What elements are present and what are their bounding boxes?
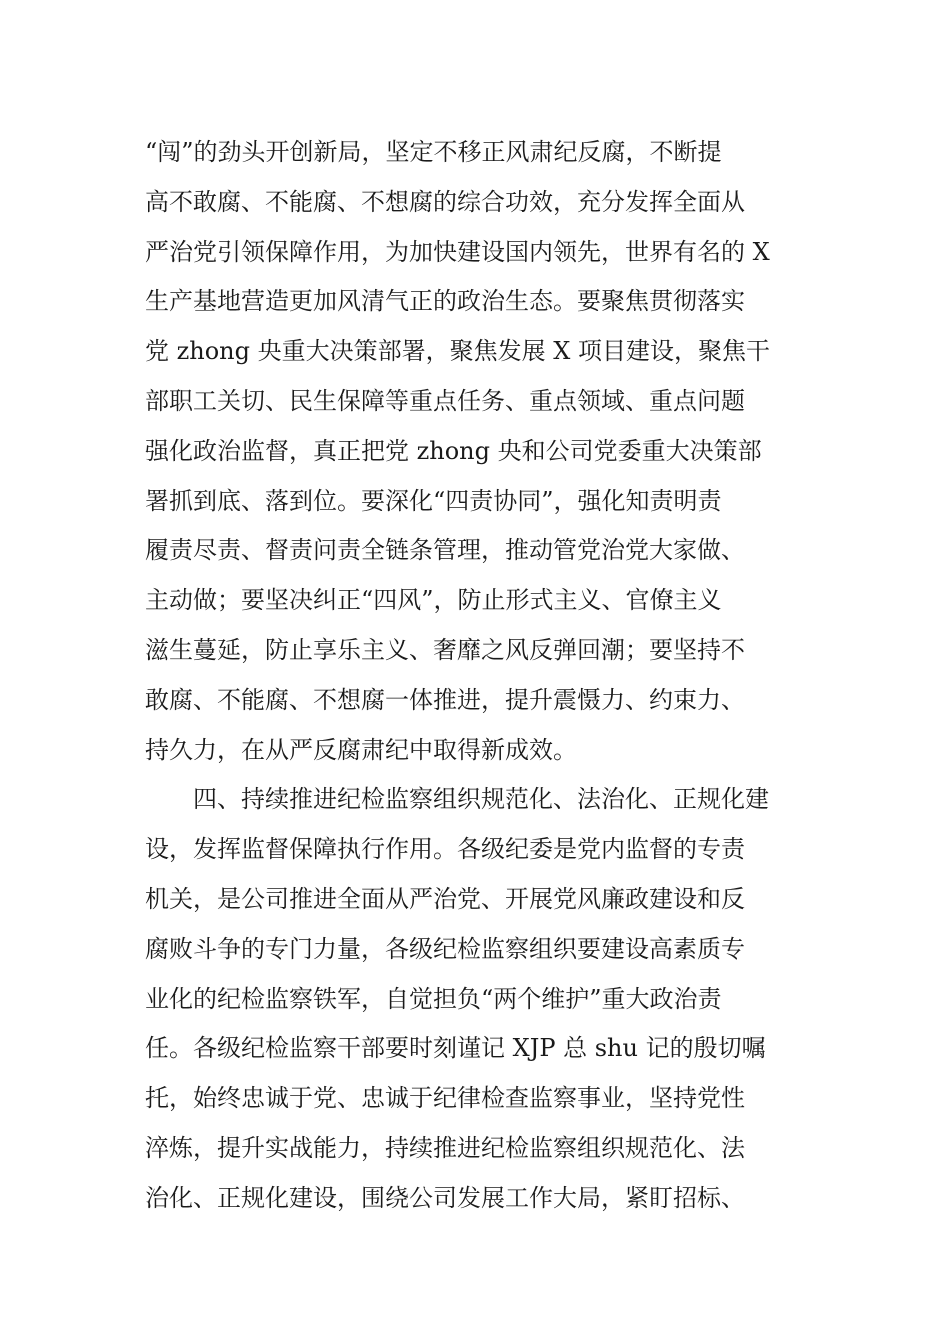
text-line: 任。各级纪检监察干部要时刻谨记 XJP 总 shu 记的殷切嘱 [145, 1034, 766, 1063]
document-body-text [145, 128, 825, 1224]
text-line: 淬炼，提升实战能力，持续推进纪检监察组织规范化、法 [145, 1133, 745, 1162]
text-line: 主动做；要坚决纠正“四风”，防止形式主义、官僚主义 [145, 586, 722, 615]
text-line: 严治党引领保障作用，为加快建设国内领先，世界有名的 X [145, 237, 770, 266]
text-line: 滋生蔓延，防止享乐主义、奢靡之风反弹回潮；要坚持不 [145, 635, 745, 664]
text-line: 敢腐、不能腐、不想腐一体推进，提升震慑力、约束力、 [145, 685, 745, 714]
text-line: 党 zhong 央重大决策部署，聚焦发展 X 项目建设，聚焦干 [145, 337, 770, 366]
text-line: 设，发挥监督保障执行作用。各级纪委是党内监督的专责 [145, 835, 745, 864]
text-line: 治化、正规化建设，围绕公司发展工作大局，紧盯招标、 [145, 1183, 745, 1212]
text-line: 强化政治监督，真正把党 zhong 央和公司党委重大决策部 [145, 436, 762, 465]
text-line: 持久力，在从严反腐肃纪中取得新成效。 [145, 735, 577, 764]
text-line: 托，始终忠诚于党、忠诚于纪律检查监察事业，坚持党性 [145, 1084, 745, 1113]
text-line: 生产基地营造更加风清气正的政治生态。要聚焦贯彻落实 [145, 287, 745, 316]
text-line: 业化的纪检监察铁军，自觉担负“两个维护”重大政治责 [145, 984, 722, 1013]
text-line: 署抓到底、落到位。要深化“四责协同”，强化知责明责 [145, 486, 722, 515]
text-line: 机关，是公司推进全面从严治党、开展党风廉政建设和反 [145, 884, 745, 913]
text-line: 履责尽责、督责问责全链条管理，推动管党治党大家做、 [145, 536, 745, 565]
text-line: 腐败斗争的专门力量，各级纪检监察组织要建设高素质专 [145, 934, 745, 963]
text-line: 高不敢腐、不能腐、不想腐的综合功效，充分发挥全面从 [145, 187, 745, 216]
text-line: 部职工关切、民生保障等重点任务、重点领域、重点问题 [145, 386, 745, 415]
section-heading-line: 四、持续推进纪检监察组织规范化、法治化、正规化建 [193, 785, 769, 814]
text-line: “闯”的劲头开创新局，坚定不移正风肃纪反腐，不断提 [145, 138, 722, 166]
